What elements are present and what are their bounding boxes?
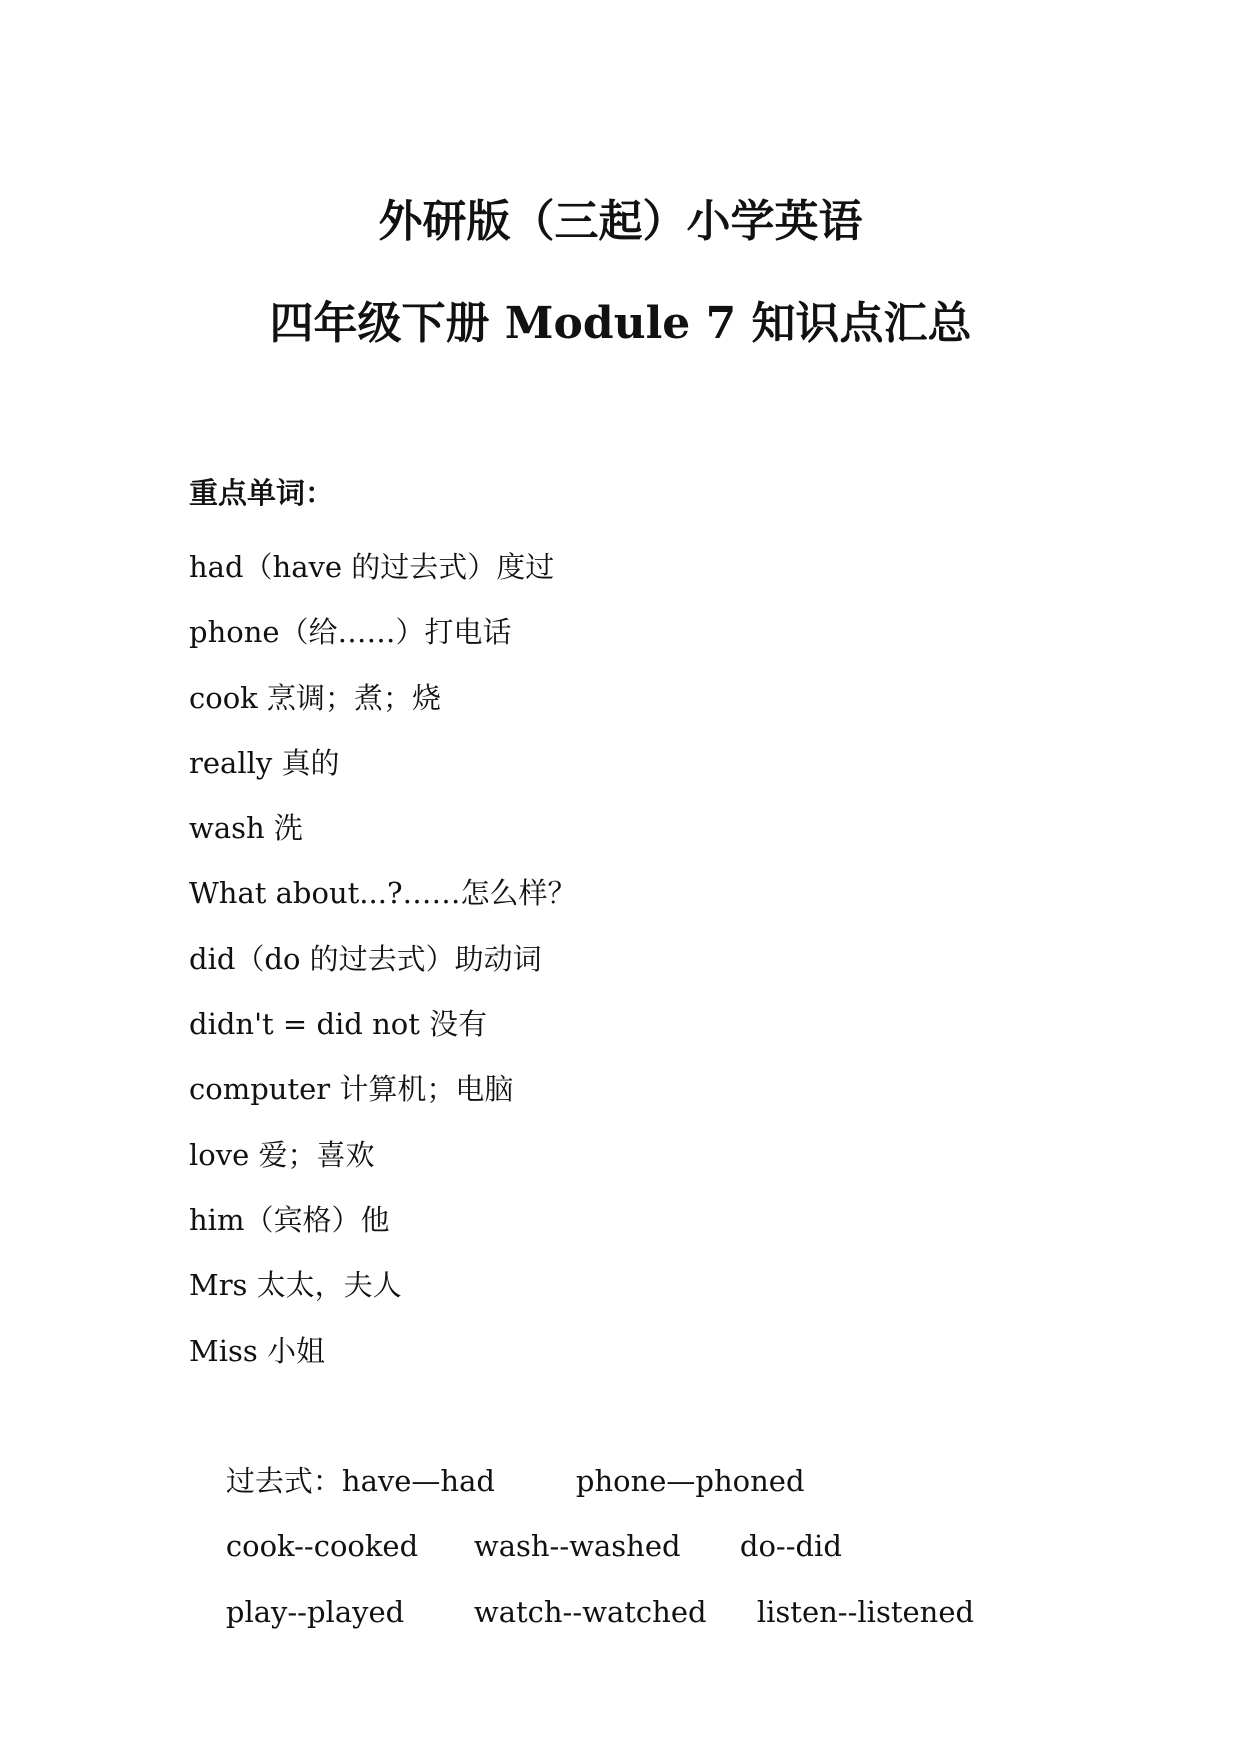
- past-tense-pair: do--did: [739, 1529, 842, 1564]
- vocab-item-miss: Miss 小姐: [189, 1333, 325, 1368]
- vocab-item-had: had（have 的过去式）度过: [189, 550, 555, 584]
- vocab-item-mrs: Mrs 太太，夫人: [189, 1268, 402, 1303]
- document-title-line-2: 四年级下册 Module 7 知识点汇总: [269, 298, 972, 349]
- past-tense-pair: have—had: [341, 1464, 495, 1499]
- section-heading: 重点单词：: [189, 476, 335, 510]
- vocab-item-wash: wash 洗: [189, 811, 303, 846]
- past-tense-pair: wash--washed: [473, 1529, 681, 1564]
- vocab-item-love: love 爱；喜欢: [189, 1137, 375, 1172]
- past-tense-pair: watch--watched: [473, 1594, 707, 1629]
- past-tense-label: 过去式：: [225, 1464, 342, 1499]
- vocab-item-cook: cook 烹调；煮；烧: [189, 680, 441, 715]
- past-tense-row-1: [189, 1384, 1189, 1499]
- past-tense-pair: listen--listened: [756, 1594, 975, 1629]
- past-tense-pair: play--played: [225, 1594, 405, 1629]
- vocab-item-computer: computer 计算机；电脑: [189, 1072, 514, 1107]
- vocab-item-really: really 真的: [189, 745, 340, 780]
- vocab-item-phone: phone（给……）打电话: [189, 615, 512, 650]
- past-tense-pair: cook--cooked: [225, 1529, 419, 1564]
- past-tense-pair: phone—phoned: [575, 1464, 805, 1499]
- document-title-line-1: 外研版（三起）小学英语: [378, 196, 863, 247]
- vocab-item-him: him（宾格）他: [189, 1202, 390, 1237]
- vocabulary-section: [189, 470, 1189, 1629]
- vocab-item-what-about: What about...?……怎么样？: [189, 876, 577, 911]
- vocab-item-didnt: didn't = did not 没有: [189, 1007, 488, 1042]
- vocab-item-did: did（do 的过去式）助动词: [189, 941, 542, 976]
